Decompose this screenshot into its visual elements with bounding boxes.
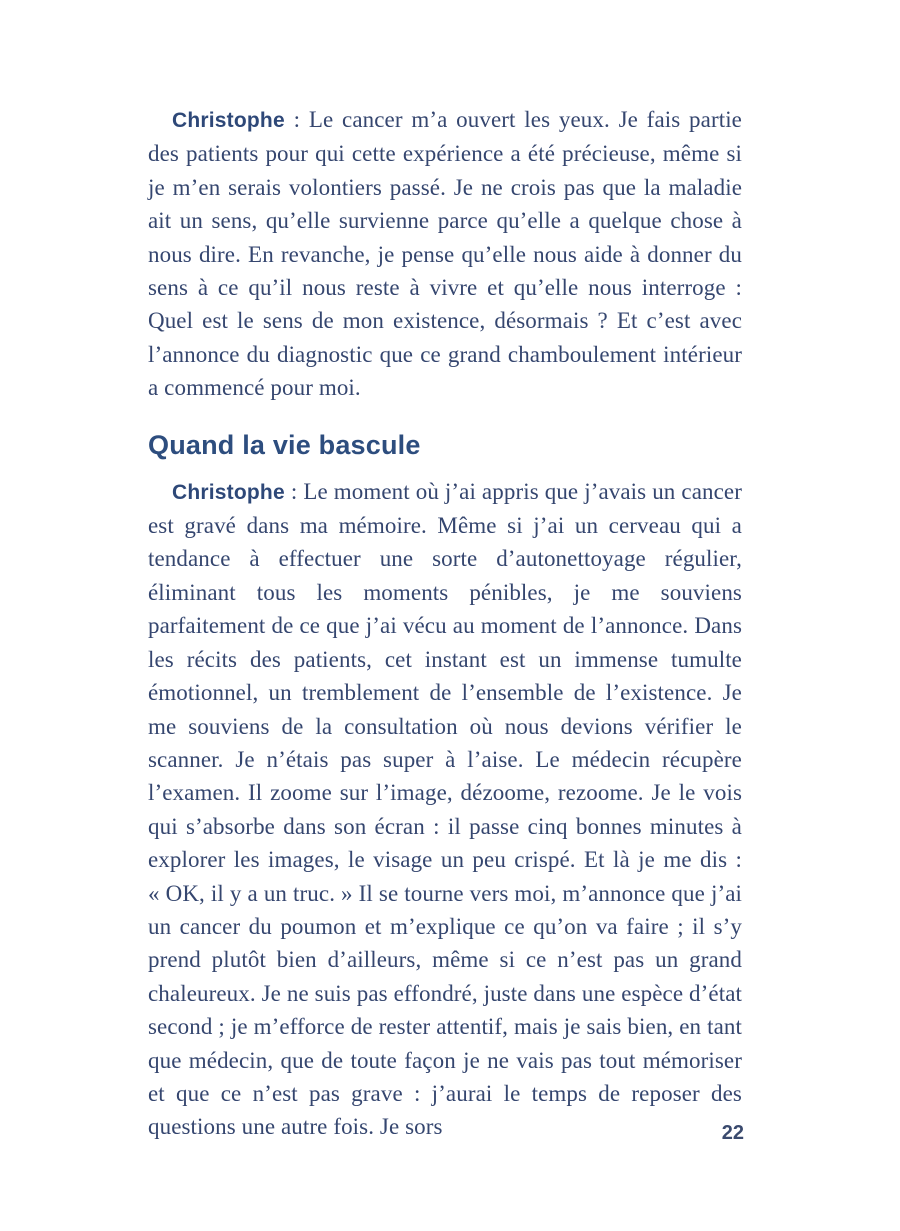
speaker-label: Christophe — [172, 109, 285, 132]
paragraph-1 — [148, 103, 742, 405]
speaker-separator: : — [284, 107, 309, 132]
speaker-separator: : — [284, 478, 304, 504]
text-column — [148, 103, 742, 1144]
speaker-label: Christophe — [172, 480, 285, 504]
paragraph-1-text: Le cancer m’a ouvert les yeux. Je fais partie des patients pour qui cette expérience a été précieuse, même si je m’en serais volontiers passé. Je ne crois pas que la maladie ait un sens, qu’elle survienne parce qu’elle a quelque chose à nous dire. En revanche, je pense qu’elle nous aide à donner du sens à ce qu’il nous reste à vivre et qu’elle nous interroge : Quel est le sens de mon existence, désormais ? Et c’est avec l’annonce du diagnostic que ce grand chamboulement intérieur a commencé pour moi. — [148, 107, 742, 401]
page-number: 22 — [721, 1122, 744, 1144]
section-heading: Quand la vie bascule — [148, 429, 421, 460]
paragraph-2-text: Le moment où j’ai appris que j’avais un cancer est gravé dans ma mémoire. Même si j’ai un cerveau qui a tendance à effectuer une sorte d’autonettoyage régulier, éliminant tous les moments pénibles, je me souviens parfaitement de ce que j’ai vécu au moment de l’annonce. Dans les récits des patients, cet instant est un immense tumulte émotionnel, un tremblement de l’ensemble de l’existence. Je me souviens de la consultation où nous devions vérifier le scanner. Je n’étais pas super à l’aise. Le médecin récupère l’examen. Il zoome sur l’image, dézoome, rezoome. Je le vois qui s’absorbe dans son écran : il passe cinq bonnes minutes à explorer les images, le visage un peu crispé. Et là je me dis : « OK, il y a un truc. » Il se tourne vers moi, m’annonce que j’ai un cancer du poumon et m’explique ce qu’on va faire ; il s’y prend plutôt bien d’ailleurs, même si ce n’est pas un grand chaleureux. Je ne suis pas effondré, juste dans une espèce d’état second ; je m’efforce de rester attentif, mais je sais bien, en tant que médecin, que de toute façon je ne vais pas tout mémoriser et que ce n’est pas grave : j’aurai le temps de reposer des questions une autre fois. Je sors — [148, 478, 742, 1140]
paragraph-2 — [148, 475, 742, 1144]
